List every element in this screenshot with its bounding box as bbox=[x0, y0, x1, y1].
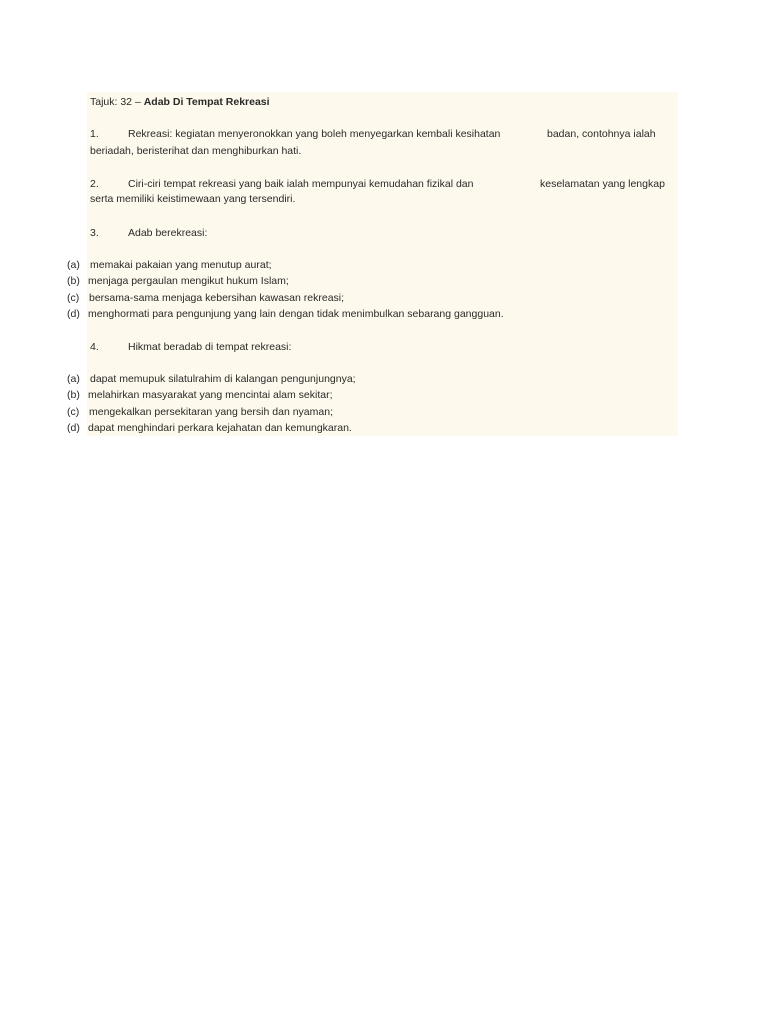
section-4-heading: Hikmat beradab di tempat rekreasi: bbox=[128, 341, 292, 353]
section-4-item-b: melahirkan masyarakat yang mencintai alam sekitar; bbox=[88, 389, 333, 401]
section-3-item-a: memakai pakaian yang menutup aurat; bbox=[90, 259, 272, 271]
section-3-item-b-label: (b) bbox=[67, 275, 80, 287]
section-3-item-c-label: (c) bbox=[67, 292, 80, 304]
section-4-item-a: dapat memupuk silatulrahim di kalangan pengunjungnya; bbox=[90, 373, 356, 385]
section-4-number: 4. bbox=[90, 341, 99, 353]
section-3-item-d: menghormati para pengunjung yang lain dengan tidak menimbulkan sebarang gangguan. bbox=[88, 308, 504, 320]
section-3-heading: Adab berekreasi: bbox=[128, 227, 208, 239]
section-4-item-c: mengekalkan persekitaran yang bersih dan nyaman; bbox=[89, 406, 333, 418]
section-4-item-d: dapat menghindari perkara kejahatan dan kemungkaran. bbox=[88, 422, 352, 434]
section-2-text-a: Ciri-ciri tempat rekreasi yang baik ialah mempunyai kemudahan fizikal dan bbox=[128, 178, 474, 190]
section-4-item-a-label: (a) bbox=[67, 373, 80, 385]
section-3-item-a-label: (a) bbox=[67, 259, 80, 271]
title-bold: Adab Di Tempat Rekreasi bbox=[143, 96, 270, 108]
section-2-text-line2: serta memiliki keistimewaan yang tersendiri. bbox=[90, 193, 296, 205]
section-1-text-a: Rekreasi: kegiatan menyeronokkan yang boleh menyegarkan kembali kesihatan bbox=[128, 128, 501, 140]
title-prefix: Tajuk: 32 – bbox=[90, 96, 144, 108]
section-4-item-c-label: (c) bbox=[67, 406, 80, 418]
section-1-text-line2: beriadah, beristerihat dan menghiburkan hati. bbox=[90, 145, 302, 157]
section-3-item-d-label: (d) bbox=[67, 308, 80, 320]
section-1-number: 1. bbox=[90, 128, 99, 140]
section-4-item-d-label: (d) bbox=[67, 422, 80, 434]
section-3-number: 3. bbox=[90, 227, 99, 239]
section-4-item-b-label: (b) bbox=[67, 389, 80, 401]
section-2-number: 2. bbox=[90, 178, 99, 190]
page-title bbox=[90, 95, 270, 109]
section-2-text-b: keselamatan yang lengkap bbox=[540, 178, 665, 190]
section-3-item-c: bersama-sama menjaga kebersihan kawasan rekreasi; bbox=[89, 292, 345, 304]
section-3-item-b: menjaga pergaulan mengikut hukum Islam; bbox=[88, 275, 289, 287]
section-1-text-b: badan, contohnya ialah bbox=[547, 128, 656, 140]
